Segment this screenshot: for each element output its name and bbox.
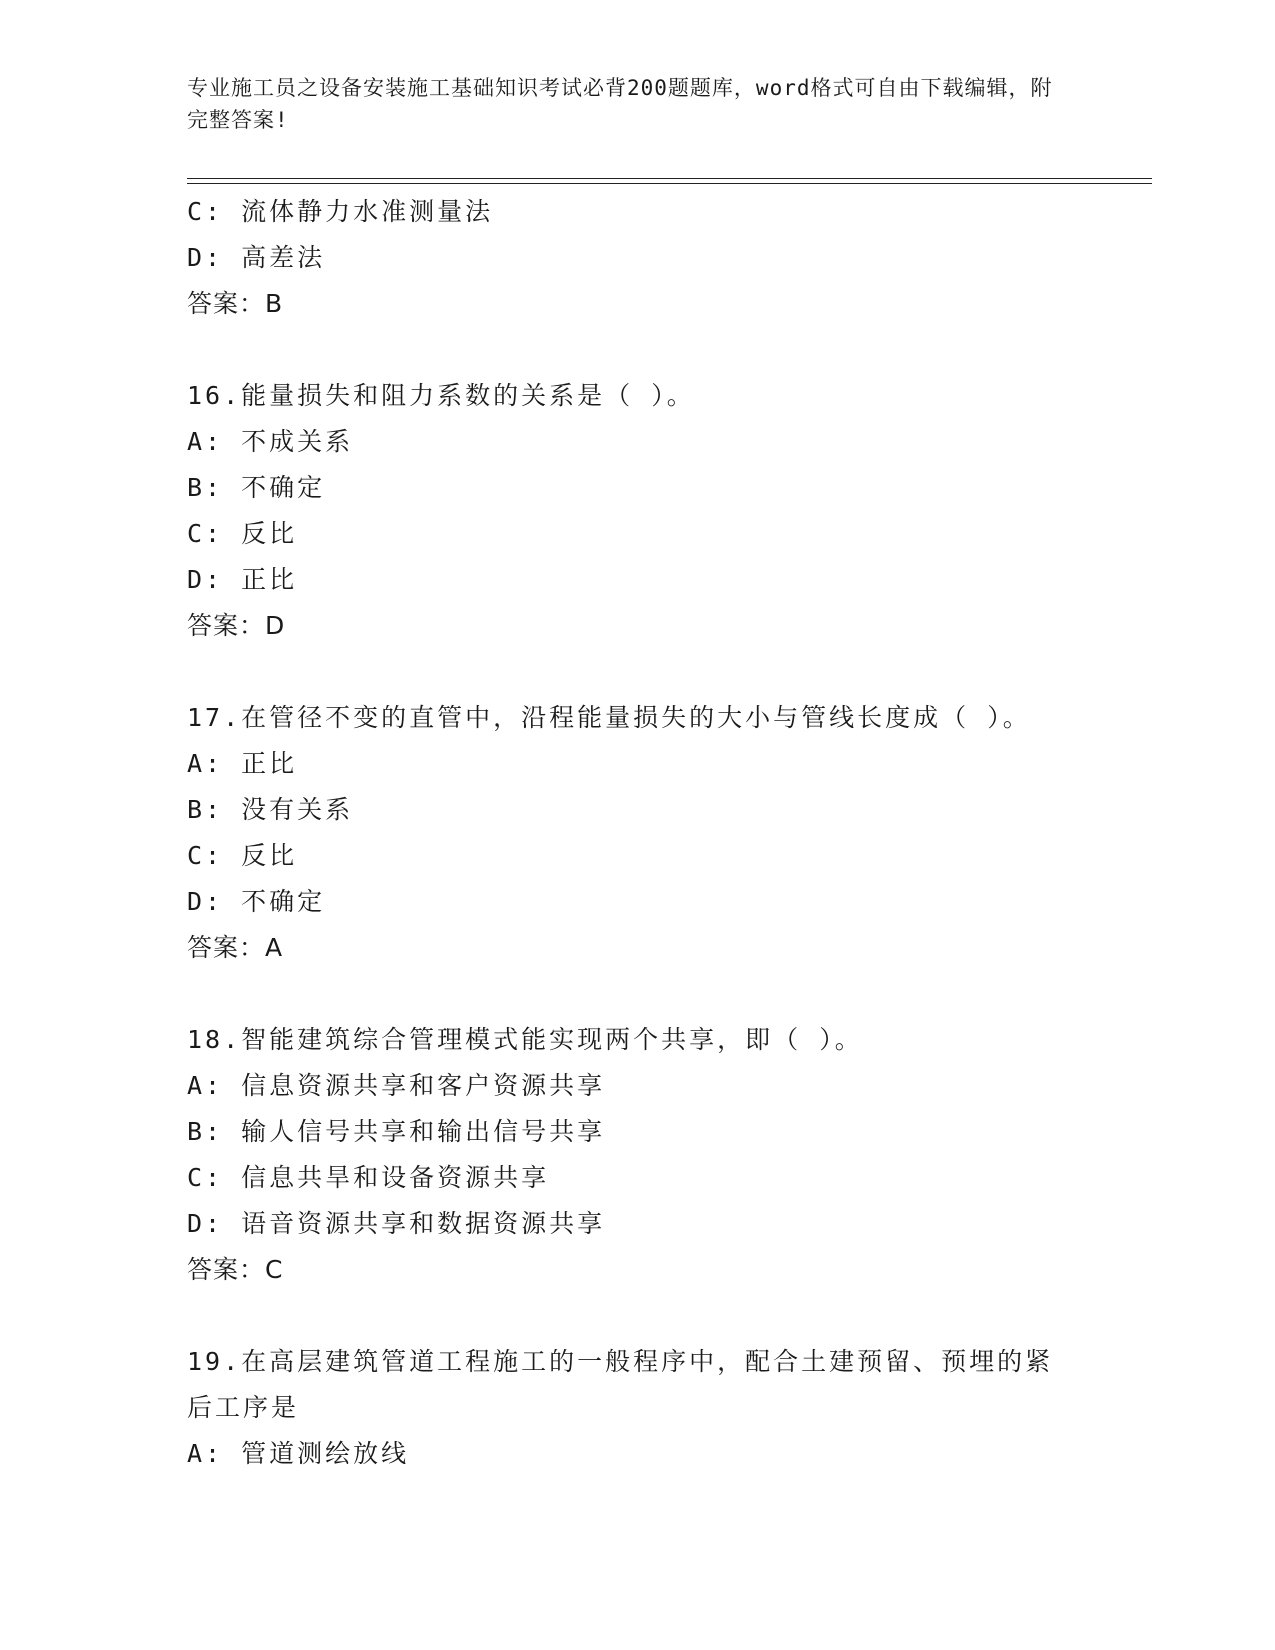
q16-option-d: D: 正比 bbox=[187, 565, 298, 594]
document-header bbox=[187, 72, 1067, 136]
spacer bbox=[187, 327, 1087, 373]
q17-answer: 答案：A bbox=[187, 933, 284, 962]
q19-option-a: A: 管道测绘放线 bbox=[187, 1439, 410, 1468]
q16-question: 16.能量损失和阻力系数的关系是（ ）。 bbox=[187, 381, 695, 410]
q16-option-c: C: 反比 bbox=[187, 519, 298, 548]
spacer bbox=[187, 649, 1087, 695]
header-divider-bottom bbox=[187, 183, 1152, 184]
header-divider-top bbox=[187, 178, 1152, 179]
q16-option-a: A: 不成关系 bbox=[187, 427, 354, 456]
q17-option-c: C: 反比 bbox=[187, 841, 298, 870]
q17-question: 17.在管径不变的直管中，沿程能量损失的大小与管线长度成（ ）。 bbox=[187, 703, 1031, 732]
q18-option-a: A: 信息资源共享和客户资源共享 bbox=[187, 1071, 606, 1100]
q18-option-d: D: 语音资源共享和数据资源共享 bbox=[187, 1209, 606, 1238]
q18-question: 18.智能建筑综合管理模式能实现两个共享，即（ ）。 bbox=[187, 1025, 863, 1054]
q15-answer: 答案：B bbox=[187, 289, 284, 318]
question-list bbox=[187, 189, 1087, 1477]
spacer bbox=[187, 971, 1087, 1017]
spacer bbox=[187, 1293, 1087, 1339]
q18-option-b: B: 输人信号共享和输出信号共享 bbox=[187, 1117, 606, 1146]
q18-answer: 答案：C bbox=[187, 1255, 284, 1284]
q17-option-a: A: 正比 bbox=[187, 749, 298, 778]
q15-option-d: D: 高差法 bbox=[187, 243, 326, 272]
q17-option-d: D: 不确定 bbox=[187, 887, 326, 916]
document-title: 专业施工员之设备安装施工基础知识考试必背200题题库，word格式可自由下载编辑，附完整答案! bbox=[187, 76, 1053, 132]
q17-option-b: B: 没有关系 bbox=[187, 795, 354, 824]
q16-option-b: B: 不确定 bbox=[187, 473, 326, 502]
q19-question: 19.在高层建筑管道工程施工的一般程序中，配合土建预留、预埋的紧后工序是 bbox=[187, 1347, 1054, 1422]
q16-answer: 答案：D bbox=[187, 611, 286, 640]
q18-option-c: C: 信息共旱和设备资源共享 bbox=[187, 1163, 550, 1192]
q15-option-c: C: 流体静力水准测量法 bbox=[187, 197, 494, 226]
